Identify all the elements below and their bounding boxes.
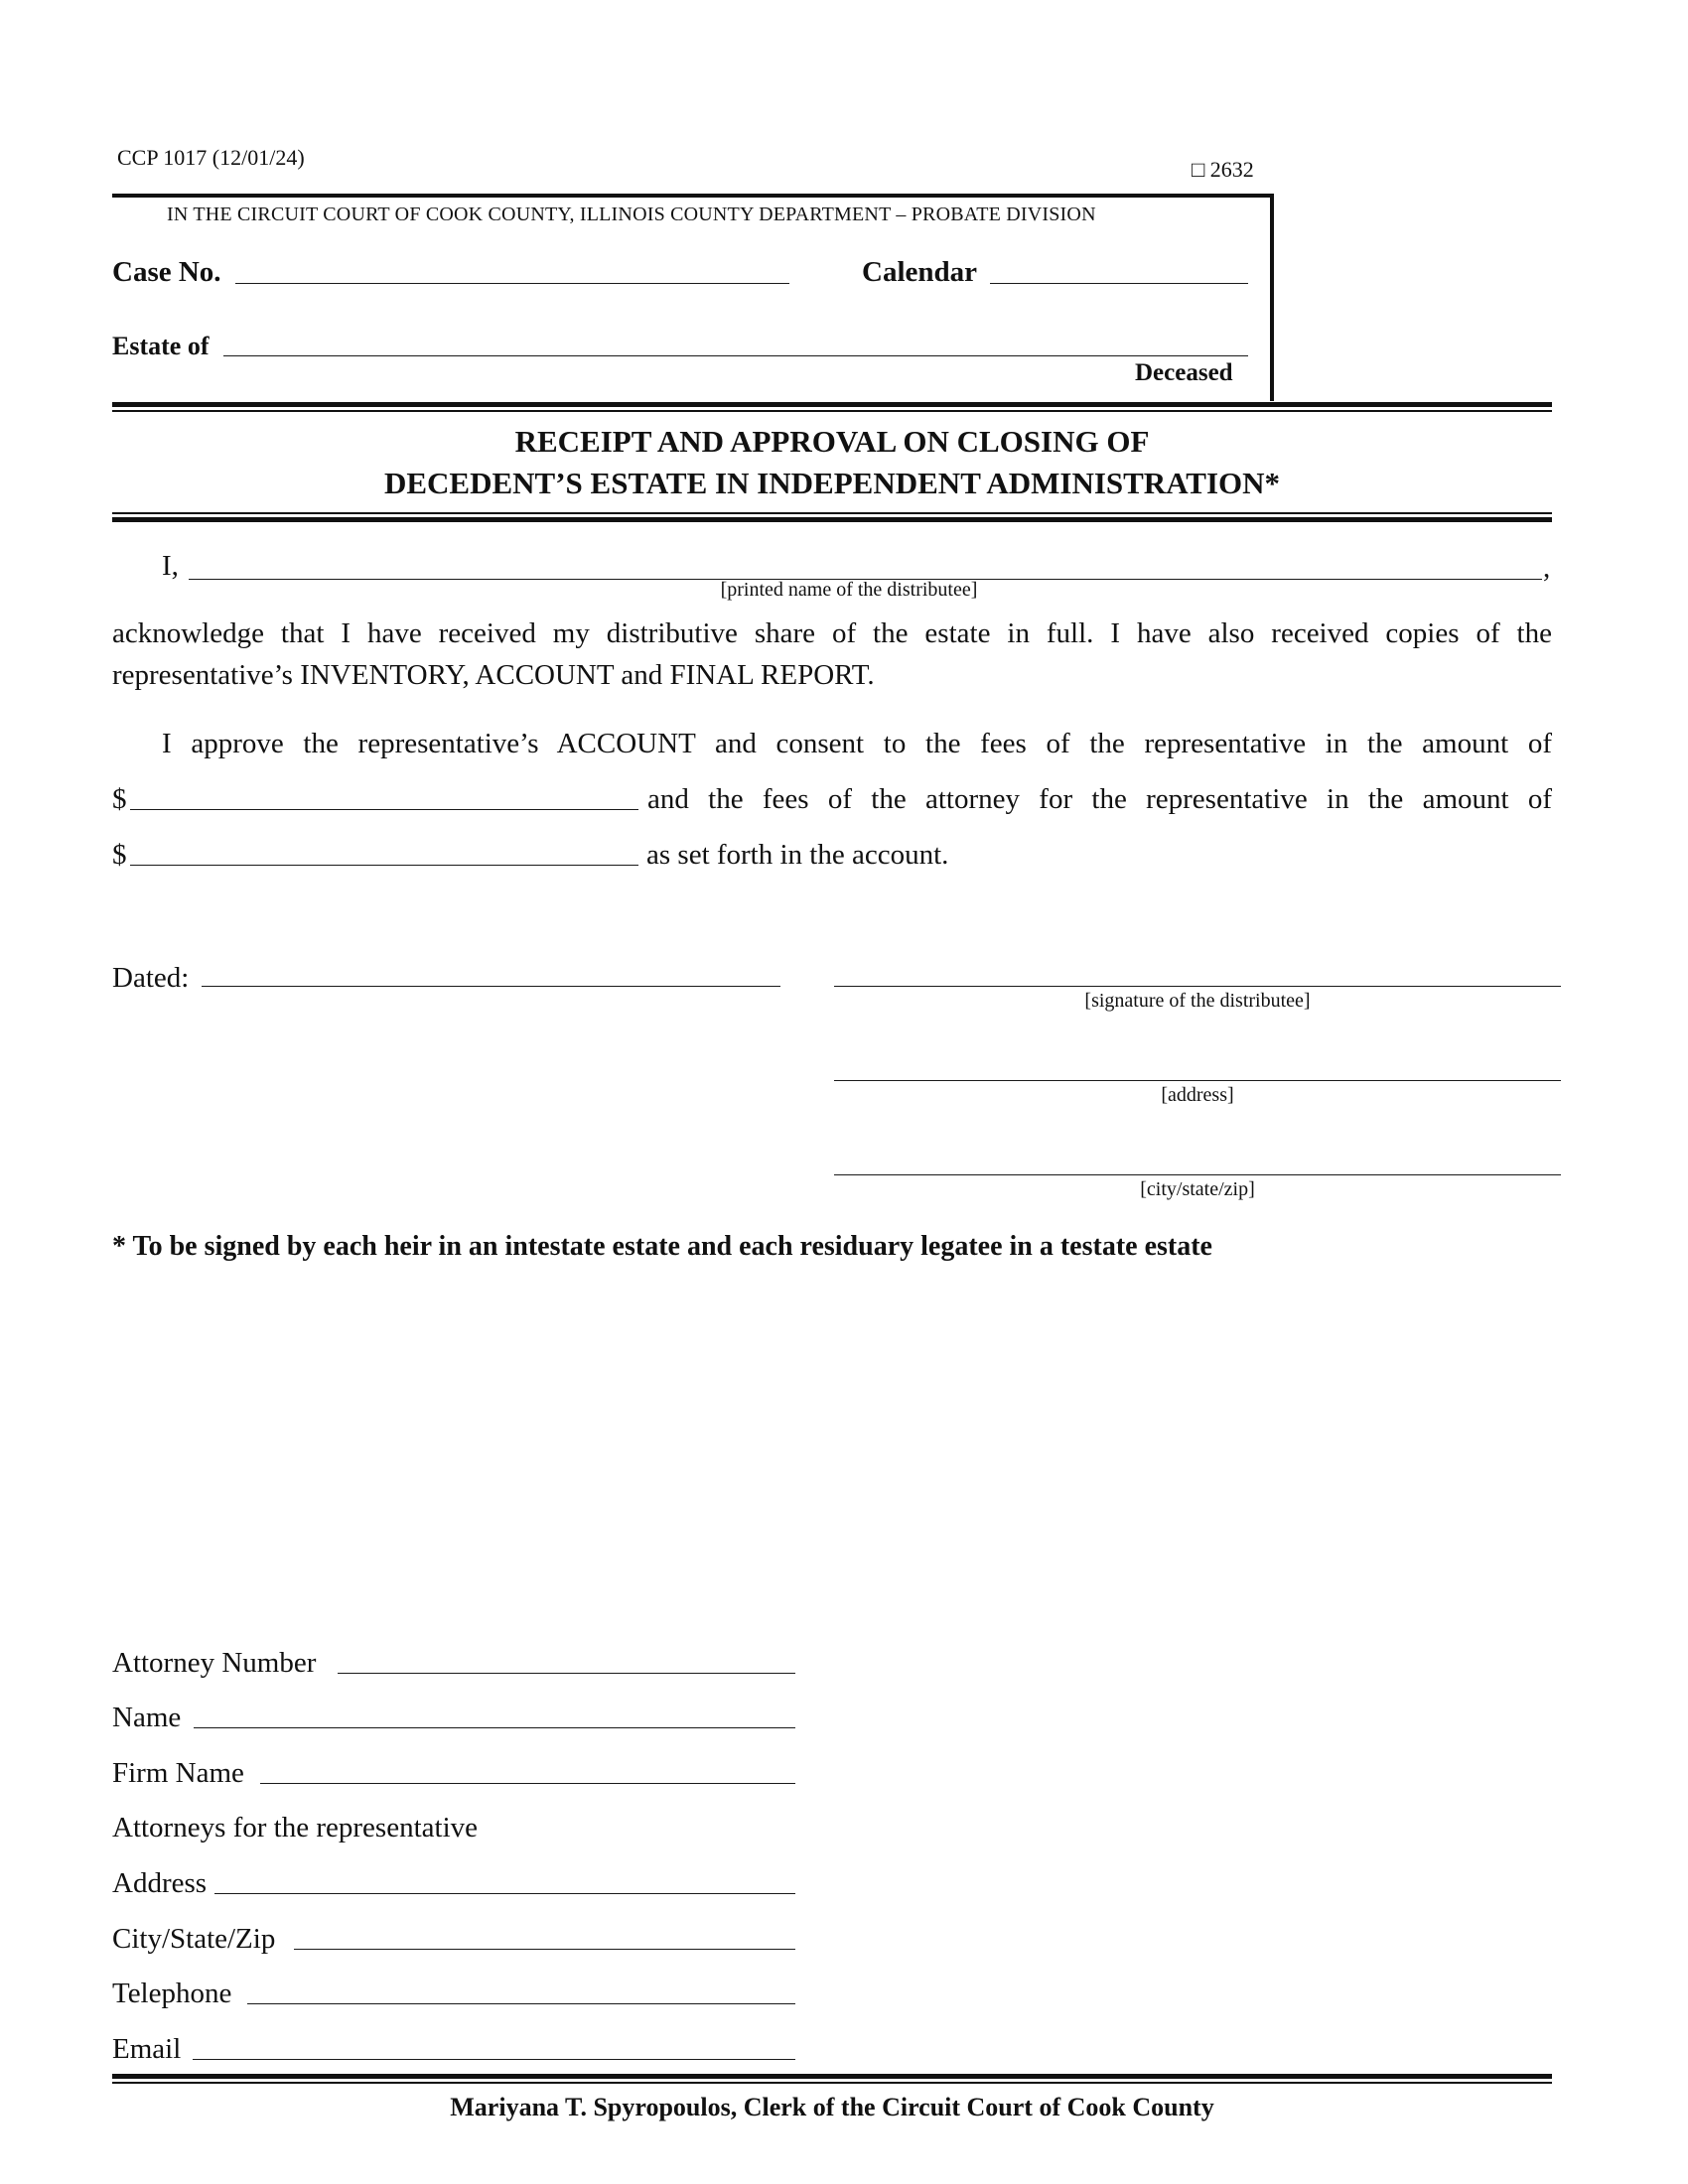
title-line-2: DECEDENT’S ESTATE IN INDEPENDENT ADMINISTRATION* [383, 466, 1281, 500]
form-title [112, 421, 1552, 504]
rule-bottom [112, 512, 1552, 522]
final-report-term: FINAL REPORT [669, 659, 868, 691]
representative-fee-field[interactable] [130, 809, 638, 810]
address-field[interactable] [834, 1080, 1561, 1081]
attorney-address-field[interactable] [214, 1893, 795, 1894]
deceased-label: Deceased [1135, 359, 1233, 386]
attorney-fee-field[interactable] [130, 865, 638, 866]
calendar-label: Calendar [862, 256, 977, 288]
city-state-zip-caption: [city/state/zip] [1140, 1178, 1255, 1200]
estate-of-label: Estate of [112, 332, 210, 360]
address-label: Address [112, 1867, 208, 1899]
firm-name-field[interactable] [260, 1783, 795, 1784]
approve-account-term: ACCOUNT [556, 728, 696, 759]
name-label: Name [112, 1702, 182, 1733]
footnote: * To be signed by each heir in an intestate estate and each residuary legatee in a testate estate [112, 1231, 1212, 1262]
dollar-sign-1: $ [112, 783, 127, 815]
telephone-field[interactable] [247, 2003, 795, 2004]
email-field[interactable] [193, 2059, 795, 2060]
printed-name-caption: [printed name of the distributee] [720, 579, 978, 601]
form-id: CCP 1017 (12/01/24) [117, 145, 305, 170]
case-no-label: Case No. [112, 256, 221, 288]
attorney-fees-text: and the fees of the attorney for the representative in the amount of [647, 783, 1552, 815]
estate-of-field[interactable] [223, 355, 1248, 356]
firm-name-label: Firm Name [112, 1757, 244, 1789]
acknowledgement-paragraph [112, 613, 1552, 696]
address-caption: [address] [1161, 1084, 1234, 1106]
comma: , [1543, 552, 1551, 584]
calendar-field[interactable] [990, 283, 1248, 284]
signature-field[interactable] [834, 986, 1561, 987]
email-label: Email [112, 2033, 182, 2065]
name-field[interactable] [194, 1727, 795, 1728]
as-set-forth-text: as set forth in the account. [646, 839, 949, 871]
city-state-zip-label: City/State/Zip [112, 1923, 276, 1955]
attorney-number-field[interactable] [338, 1673, 795, 1674]
attorney-number-label: Attorney Number [112, 1647, 317, 1679]
ack-separator: , [462, 659, 476, 691]
city-state-zip-field[interactable] [834, 1174, 1561, 1175]
attorney-city-field[interactable] [294, 1949, 795, 1950]
form-code: □ 2632 [1192, 157, 1254, 182]
ack-end: . [867, 659, 875, 691]
ack-and: and [614, 659, 670, 691]
date-field[interactable] [202, 986, 780, 987]
clerk-footer: Mariyana T. Spyropoulos, Clerk of the Circuit Court of Cook County [450, 2093, 1214, 2121]
dated-label: Dated: [112, 962, 190, 994]
case-no-field[interactable] [235, 283, 789, 284]
dollar-sign-2: $ [112, 839, 127, 871]
telephone-label: Telephone [112, 1978, 232, 2009]
signature-caption: [signature of the distributee] [1084, 990, 1311, 1012]
court-heading: IN THE CIRCUIT COURT OF COOK COUNTY, ILLINOIS COUNTY DEPARTMENT – PROBATE DIVISION [167, 204, 1096, 225]
i-label: I, [162, 550, 179, 582]
attorneys-for-label: Attorneys for the representative [112, 1812, 478, 1843]
account-term: ACCOUNT [475, 659, 615, 691]
rule-top [112, 402, 1552, 412]
inventory-term: INVENTORY [300, 659, 463, 691]
approval-line [112, 728, 1552, 760]
ack-text: acknowledge that I have received my distributive share of the estate in full. I have also received copies of the representative’s [112, 617, 1552, 691]
approve-text-2: and consent to the fees of the representative in the amount of [695, 728, 1552, 759]
approve-text: I approve the representative’s [162, 728, 557, 759]
footer-rule [112, 2074, 1552, 2084]
title-line-1: RECEIPT AND APPROVAL ON CLOSING OF [514, 424, 1150, 459]
